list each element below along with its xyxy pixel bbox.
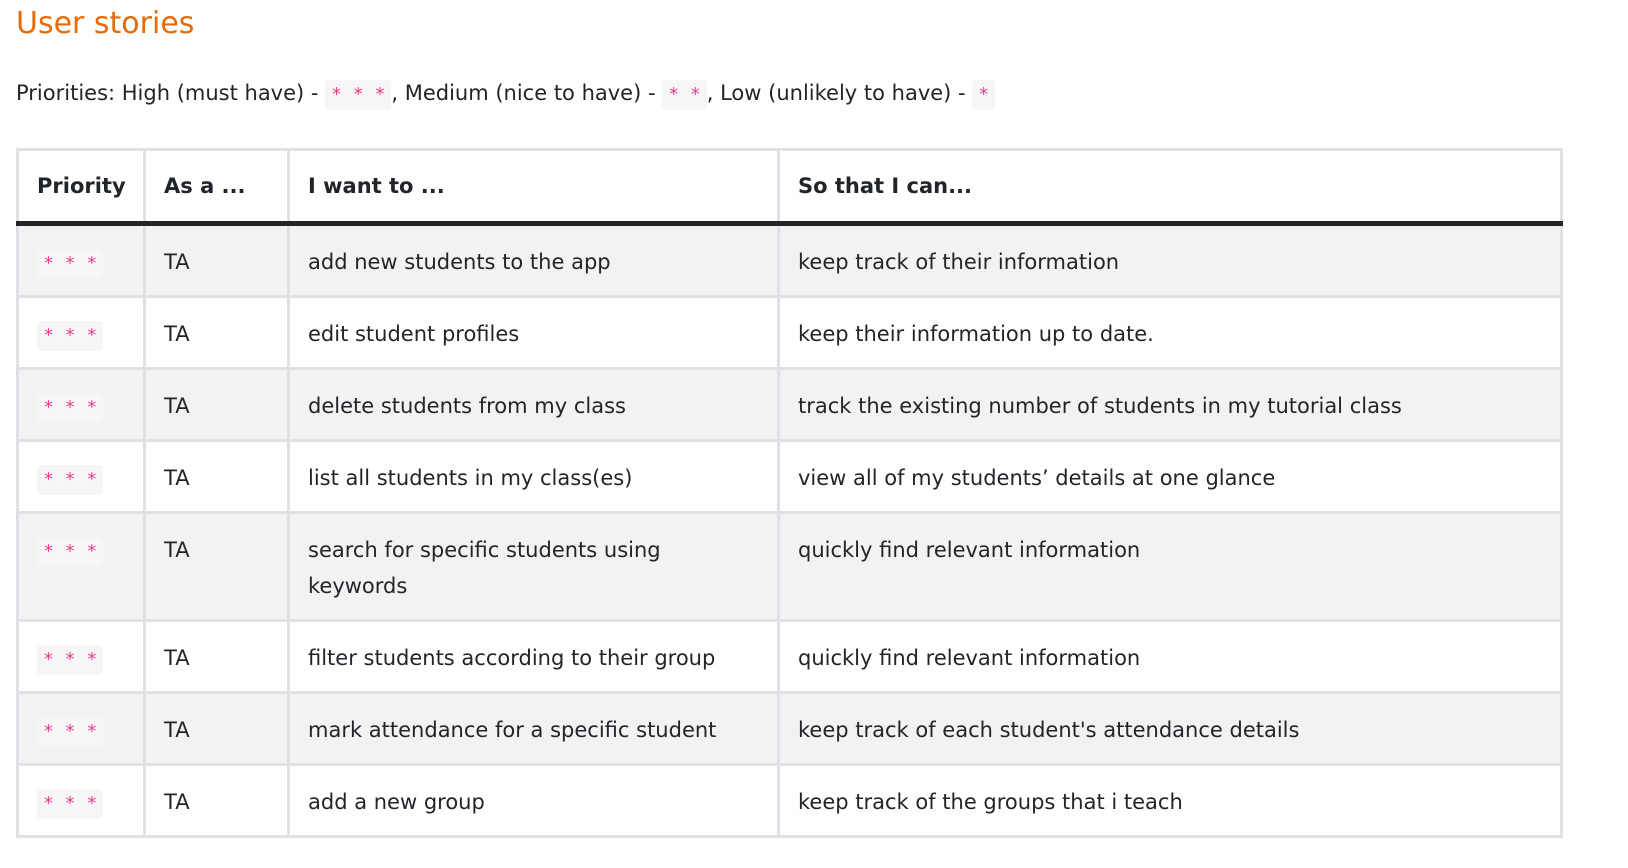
so-that-cell: view all of my students’ details at one glance: [779, 441, 1562, 513]
priority-cell: [18, 441, 145, 513]
so-that-cell: keep track of each student's attendance details: [779, 693, 1562, 765]
priority-code: * * *: [37, 465, 103, 495]
so-that-cell: quickly find relevant information: [779, 621, 1562, 693]
so-that-cell: keep track of the groups that i teach: [779, 765, 1562, 837]
want-cell: filter students according to their group: [289, 621, 779, 693]
want-cell: add new students to the app: [289, 224, 779, 297]
role-cell: TA: [145, 693, 289, 765]
header-so-that: So that I can...: [779, 150, 1562, 224]
header-priority: Priority: [18, 150, 145, 224]
header-i-want-to: I want to ...: [289, 150, 779, 224]
priority-cell: [18, 224, 145, 297]
header-as-a: As a ...: [145, 150, 289, 224]
table-row: [18, 693, 1562, 765]
role-cell: TA: [145, 765, 289, 837]
role-cell: TA: [145, 297, 289, 369]
table-body: [18, 224, 1562, 837]
priority-code: * * *: [37, 537, 103, 567]
table-row: [18, 297, 1562, 369]
role-cell: TA: [145, 621, 289, 693]
user-stories-table-wrapper: [16, 148, 1560, 838]
table-row: [18, 369, 1562, 441]
priority-cell: [18, 693, 145, 765]
low-priority-code: *: [972, 80, 995, 110]
priority-cell: [18, 297, 145, 369]
so-that-cell: keep track of their information: [779, 224, 1562, 297]
want-cell: search for specific students using keywords: [289, 513, 779, 621]
want-cell: delete students from my class: [289, 369, 779, 441]
table-row: [18, 765, 1562, 837]
priority-cell: [18, 765, 145, 837]
want-cell: add a new group: [289, 765, 779, 837]
page-title: User stories: [16, 6, 195, 41]
priority-code: * * *: [37, 789, 103, 819]
want-cell: list all students in my class(es): [289, 441, 779, 513]
priorities-legend: [16, 76, 995, 110]
so-that-cell: track the existing number of students in my tutorial class: [779, 369, 1562, 441]
role-cell: TA: [145, 513, 289, 621]
priority-cell: [18, 621, 145, 693]
user-stories-table: [16, 148, 1563, 838]
so-that-cell: quickly find relevant information: [779, 513, 1562, 621]
priorities-intro: Priorities: High (must have) -: [16, 81, 326, 105]
role-cell: TA: [145, 441, 289, 513]
table-row: [18, 513, 1562, 621]
role-cell: TA: [145, 369, 289, 441]
role-cell: TA: [145, 224, 289, 297]
so-that-cell: keep their information up to date.: [779, 297, 1562, 369]
priority-code: * * *: [37, 249, 103, 279]
header-row: [18, 150, 1562, 224]
priority-code: * * *: [37, 393, 103, 423]
priority-code: * * *: [37, 645, 103, 675]
medium-priority-code: * *: [662, 80, 707, 110]
low-priority-label: , Low (unlikely to have) -: [706, 81, 973, 105]
table-header: [18, 150, 1562, 224]
table-row: [18, 441, 1562, 513]
priority-code: * * *: [37, 717, 103, 747]
table-row: [18, 224, 1562, 297]
want-cell: mark attendance for a specific student: [289, 693, 779, 765]
priority-cell: [18, 369, 145, 441]
priority-cell: [18, 513, 145, 621]
high-priority-code: * * *: [325, 80, 391, 110]
medium-priority-label: , Medium (nice to have) -: [391, 81, 663, 105]
priority-code: * * *: [37, 321, 103, 351]
table-row: [18, 621, 1562, 693]
want-cell: edit student profiles: [289, 297, 779, 369]
